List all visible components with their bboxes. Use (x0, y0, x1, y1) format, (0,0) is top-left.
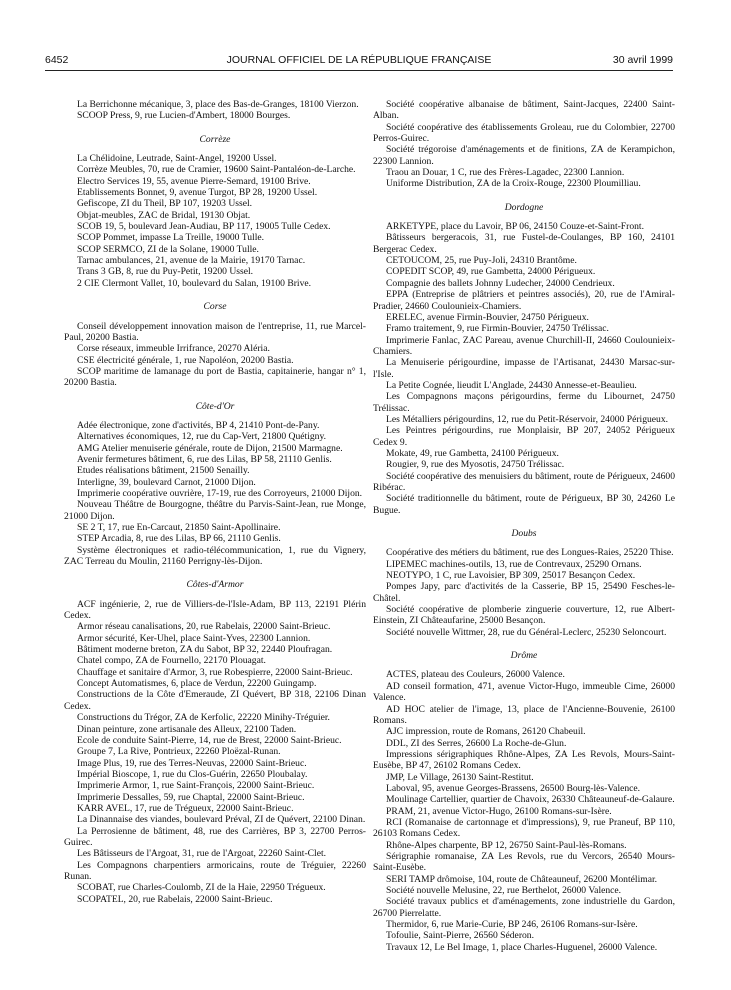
publication-date: 30 avril 1999 (612, 54, 673, 66)
entry: COPEDIT SCOP, 49, rue Gambetta, 24000 Périgueux. (386, 266, 596, 278)
entry: Rougier, 9, rue des Myosotis, 24750 Trélissac. (386, 459, 565, 471)
entry: Tofoulie, Saint-Pierre, 26560 Séderon. (386, 930, 535, 942)
section-heading: Corrèze (199, 133, 231, 145)
entry: Coopérative des métiers du bâtiment, rue des Longues-Raies, 25220 Thise. (386, 547, 674, 559)
entry: SCOP SERMCO, ZI de la Solane, 19000 Tulle. (77, 243, 259, 255)
entry: AMG Atelier menuiserie générale, route de Dijon, 21500 Marmagne. (77, 442, 343, 454)
entry: Constructions du Trégor, ZA de Kerfolic, 22220 Minihy-Tréguier. (77, 712, 330, 724)
entry: JMP, Le Village, 26130 Saint-Restitut. (386, 771, 534, 783)
entry: Alternatives économiques, 12, rue du Cap-Vert, 21800 Quétigny. (77, 431, 327, 443)
entry: Impressions sérigraphiques Rhône-Alpes, ZA Les Revols, Mours-Saint-Eusèbe, BP 47, 26102 Romans Cedex. (373, 748, 675, 772)
entry: SE 2 T, 17, rue En-Carcaut, 21850 Saint-Apollinaire. (77, 522, 281, 533)
entry: Electro Services 19, 55, avenue Pierre-Semard, 19100 Brive. (77, 175, 311, 187)
entry: Société travaux publics et d'aménagements, zone industrielle du Gardon, 26700 Pierrelatte. (373, 896, 675, 919)
entry: Travaux 12, Le Bel Image, 1, place Charles-Huguenel, 26000 Valence. (386, 941, 658, 953)
department-section (64, 134, 366, 289)
entry: Imprimerie coopérative ouvrière, 17-19, rue des Corroyeurs, 21000 Dijon. (77, 487, 363, 499)
entry: RCI (Romanaise de cartonnage et d'impressions), 9, rue Praneuf, BP 110, 26103 Romans Cedex. (373, 816, 675, 840)
entry: ERELEC, avenue Firmin-Bouvier, 24750 Périgueux. (386, 311, 589, 323)
entry: Gefiscope, ZI du Theil, BP 107, 19203 Ussel. (77, 198, 253, 210)
entry: Groupe 7, La Rive, Pontrieux, 22260 Ploëzal-Runan. (77, 746, 281, 758)
entry: Conseil développement innovation maison de l'entreprise, 11, rue Marcel-Paul, 20200 Bastia. (64, 320, 366, 343)
entry: 2 CIE Clermont Vallet, 10, boulevard du Salan, 19100 Brive. (77, 277, 312, 289)
entry: Concept Automatismes, 6, place de Verdun, 22200 Guingamp. (77, 678, 317, 690)
header-rule (45, 70, 673, 71)
entry: Bâtisseurs bergeracois, 31, rue Fustel-de-Coulanges, BP 160, 24101 Bergerac Cedex. (373, 232, 675, 255)
department-section (64, 579, 366, 905)
entry: ACTES, plateau des Couleurs, 26000 Valence. (386, 669, 565, 681)
entry: Etablissements Bonnet, 9, avenue Turgot, BP 28, 19200 Ussel. (77, 187, 318, 199)
entry: Pompes Japy, parc d'activités de la Casserie, BP 15, 25490 Fesches-le-Châtel. (373, 581, 675, 604)
entry: Rhône-Alpes charpente, BP 12, 26750 Saint-Paul-lès-Romans. (386, 839, 627, 851)
entry: Framo traitement, 9, rue Firmin-Bouvier, 24750 Trélissac. (386, 323, 609, 335)
entry: Nouveau Théâtre de Bourgogne, théâtre du Parvis-Saint-Jean, rue Monge, 21000 Dijon. (64, 499, 366, 522)
entry: La Menuiserie périgourdine, impasse de l'Artisanat, 24430 Marsac-sur-l'Isle. (373, 357, 675, 380)
entry: Les Métalliers périgourdins, 12, rue du Petit-Réservoir, 24000 Périgueux. (386, 413, 669, 425)
entry: Société coopérative des menuisiers du bâtiment, route de Périgueux, 24600 Ribérac. (373, 470, 675, 493)
entry: KARR AVEL, 17, rue de Trégueux, 22000 Saint-Brieuc. (77, 802, 294, 814)
entry: SCOOP Press, 9, rue Lucien-d'Ambert, 18000 Bourges. (77, 110, 291, 122)
entry: Société nouvelle Melusine, 22, rue Berthelot, 26000 Valence. (386, 885, 622, 896)
entry: Les Bâtisseurs de l'Argoat, 31, rue de l'Argoat, 22260 Saint-Clet. (77, 848, 327, 860)
department-section (373, 202, 675, 516)
entry: Chauffage et sanitaire d'Armor, 3, rue Robespierre, 22000 Saint-Brieuc. (77, 666, 353, 678)
entry: Thermidor, 6, rue Marie-Curie, BP 246, 26106 Romans-sur-Isère. (386, 919, 638, 931)
entry: SCOBAT, rue Charles-Coulomb, ZI de la Haie, 22950 Trégueux. (77, 882, 326, 894)
entry: La Petite Cognée, lieudit L'Anglade, 24430 Annesse-et-Beaulieu. (386, 379, 637, 391)
entry: ACF ingénierie, 2, rue de Villiers-de-l'Isle-Adam, BP 113, 22191 Plérin Cedex. (64, 598, 366, 622)
entry: Société nouvelle Wittmer, 28, rue du Général-Leclerc, 25230 Seloncourt. (386, 626, 667, 638)
entry: PRAM, 21, avenue Victor-Hugo, 26100 Romans-sur-Isère. (386, 805, 612, 817)
department-section (373, 650, 675, 953)
entry: Uniforme Distribution, ZA de la Croix-Rouge, 22300 Ploumilliau. (386, 178, 641, 190)
entry: SCOP maritime de lamanage du port de Bastia, capitainerie, hangar n° 1, 20200 Bastia. (64, 365, 366, 389)
section-heading: Dordogne (504, 201, 544, 213)
entry: Société coopérative de plomberie zinguerie couverture, 12, rue Albert-Einstein, ZI Châteaufarine, 25000 Besançon. (373, 604, 675, 627)
entry: AD conseil formation, 471, avenue Victor-Hugo, immeuble Cime, 26000 Valence. (373, 680, 675, 704)
entry: Tarnac ambulances, 21, avenue de la Mairie, 19170 Tarnac. (77, 255, 306, 267)
page-header (45, 54, 673, 70)
entry: Société traditionnelle du bâtiment, route de Périgueux, BP 30, 24260 Le Bugue. (373, 493, 675, 516)
entry: Corse réseaux, immeuble Irrifrance, 20270 Aléria. (77, 343, 270, 355)
entry: Compagnie des ballets Johnny Ludecher, 24000 Cendrieux. (386, 277, 615, 289)
section-heading: Drôme (510, 650, 538, 662)
entry: LIPEMEC machines-outils, 13, rue de Contrevaux, 25290 Ornans. (386, 558, 642, 570)
entry: ARKETYPE, place du Lavoir, BP 06, 24150 Couze-et-Saint-Front. (386, 221, 644, 233)
entry: NEOTYPO, 1 C, rue Lavoisier, BP 309, 25017 Besançon Cedex. (386, 570, 636, 582)
entry: Système électroniques et radio-télécommunication, 1, rue du Vignery, ZAC Terreau du Moulin, 21160 Perrigny-lès-Dijon. (64, 544, 366, 568)
section-heading: Doubs (511, 528, 537, 540)
entry: Adée électronique, zone d'activités, BP 4, 21410 Pont-de-Pany. (77, 419, 320, 431)
entry: Imprimerie Fanlac, ZAC Pareau, avenue Churchill-II, 24660 Coulounieix-Chamiers. (373, 334, 675, 357)
entry: SCOPATEL, 20, rue Rabelais, 22000 Saint-Brieuc. (77, 893, 273, 905)
entry: SERI TAMP drômoise, 104, route de Châteauneuf, 26200 Montélimar. (386, 873, 658, 885)
entry: DDL, ZI des Serres, 26600 La Roche-de-Glun. (386, 737, 567, 749)
entry: Imprimerie Armor, 1, rue Saint-François, 22000 Saint-Brieuc. (77, 780, 315, 792)
entry: Les Peintres périgourdins, rue Monplaisir, BP 207, 24052 Périgueux Cedex 9. (373, 425, 675, 448)
entry: SCOP Pommet, impasse La Treille, 19000 Tulle. (77, 232, 265, 244)
left-column (64, 99, 366, 905)
entry: SCOB 19, 5, boulevard Jean-Audiau, BP 117, 19005 Tulle Cedex. (77, 221, 331, 233)
entry: AD HOC atelier de l'image, 13, place de l'Ancienne-Bouvenie, 26100 Romans. (373, 703, 675, 726)
entry: La Chélidoine, Leutrade, Saint-Angel, 19200 Ussel. (77, 153, 277, 165)
entry: Moulinage Cartellier, quartier de Chavoix, 26330 Châteauneuf-de-Galaure. (386, 794, 675, 806)
entry: CETOUCOM, 25, rue Puy-Joli, 24310 Brantôme. (386, 255, 577, 267)
entry: Constructions de la Côte d'Emeraude, ZI Quévert, BP 318, 22106 Dinan Cedex. (64, 689, 366, 712)
entry: Armor réseau canalisations, 20, rue Rabelais, 22000 Saint-Brieuc. (77, 621, 331, 633)
entry: Société coopérative des établissements Groleau, rue du Colombier, 22700 Perros-Guirec. (373, 121, 675, 145)
entry: Les Compagnons charpentiers armoricains, route de Tréguier, 22260 Runan. (64, 859, 366, 882)
entry: Etudes réalisations bâtiment, 21500 Senailly. (77, 465, 250, 477)
entry: Impérial Bioscope, 1, rue du Clos-Guérin, 22650 Ploubalay. (77, 768, 308, 780)
entry: Sérigraphie romanaise, ZA Les Revols, rue du Vercors, 26540 Mours-Saint-Eusèbe. (373, 850, 675, 874)
department-section (64, 301, 366, 388)
entry: Avenir fermetures bâtiment, 6, rue des Lilas, BP 58, 21110 Genlis. (77, 453, 332, 465)
entry: Corrèze Meubles, 70, rue de Cramier, 19600 Saint-Pantaléon-de-Larche. (77, 164, 356, 176)
entry: Interligne, 39, boulevard Carnot, 21000 Dijon. (77, 476, 256, 488)
entry: Objat-meubles, ZAC de Bridal, 19130 Objat. (77, 209, 251, 221)
entry: CSE électricité générale, 1, rue Napoléon, 20200 Bastia. (77, 354, 294, 366)
page-number: 6452 (45, 54, 69, 66)
entry: La Perrosienne de bâtiment, 48, rue des Carrières, BP 3, 22700 Perros-Guirec. (64, 825, 366, 848)
entry: STEP Arcadia, 8, rue des Lilas, BP 66, 21110 Genlis. (77, 533, 281, 545)
entry: Ecole de conduite Saint-Pierre, 14, rue de Brest, 22000 Saint-Brieuc. (77, 734, 342, 746)
entry: La Berrichonne mécanique, 3, place des Bas-de-Granges, 18100 Vierzon. (77, 99, 359, 110)
entry: Société trégoroise d'aménagements et de finitions, ZA de Kerampichon, 22300 Lannion. (373, 144, 675, 167)
entry: Armor sécurité, Ker-Uhel, place Saint-Yves, 22300 Lannion. (77, 632, 311, 644)
entry: Les Compagnons maçons périgourdins, ferme du Libournet, 24750 Trélissac. (373, 391, 675, 414)
journal-title: JOURNAL OFFICIEL DE LA RÉPUBLIQUE FRANÇAISE (226, 54, 492, 66)
entry: Mokate, 49, rue Gambetta, 24100 Périgueux. (386, 447, 559, 459)
department-section (64, 401, 366, 568)
right-column (373, 99, 675, 953)
section-heading: Côtes-d'Armor (186, 579, 244, 591)
entry: EPPA (Entreprise de plâtriers et peintres associés), 20, rue de l'Amiral-Pradier, 24660 Coulounieix-Chamiers. (373, 289, 675, 312)
entry: AJC impression, route de Romans, 26120 Chabeuil. (386, 726, 586, 738)
entry: Traou an Douar, 1 C, rue des Frères-Lagadec, 22300 Lannion. (386, 167, 625, 179)
entry: Trans 3 GB, 8, rue du Puy-Petit, 19200 Ussel. (77, 266, 254, 278)
entry: Image Plus, 19, rue des Terres-Neuvas, 22000 Saint-Brieuc. (77, 757, 307, 769)
entry: Société coopérative albanaise de bâtiment, Saint-Jacques, 22400 Saint-Alban. (373, 99, 675, 122)
entry: Imprimerie Dessalles, 59, rue Chaptal, 22000 Saint-Brieuc. (77, 791, 305, 803)
entry: Dinan peinture, zone artisanale des Alleux, 22100 Taden. (77, 723, 297, 735)
entry: Bâtiment moderne breton, ZA du Sabot, BP 32, 22440 Ploufragan. (77, 644, 333, 656)
section-heading: Côte-d'Or (195, 400, 235, 412)
section-heading: Corse (203, 301, 227, 313)
entry: Laboval, 95, avenue Georges-Brassens, 26500 Bourg-lès-Valence. (386, 782, 641, 794)
department-section (373, 528, 675, 638)
entry: Chatel compo, ZA de Fournello, 22170 Plouagat. (77, 655, 266, 667)
entry: La Dinannaise des viandes, boulevard Préval, ZI de Quévert, 22100 Dinan. (77, 814, 366, 826)
